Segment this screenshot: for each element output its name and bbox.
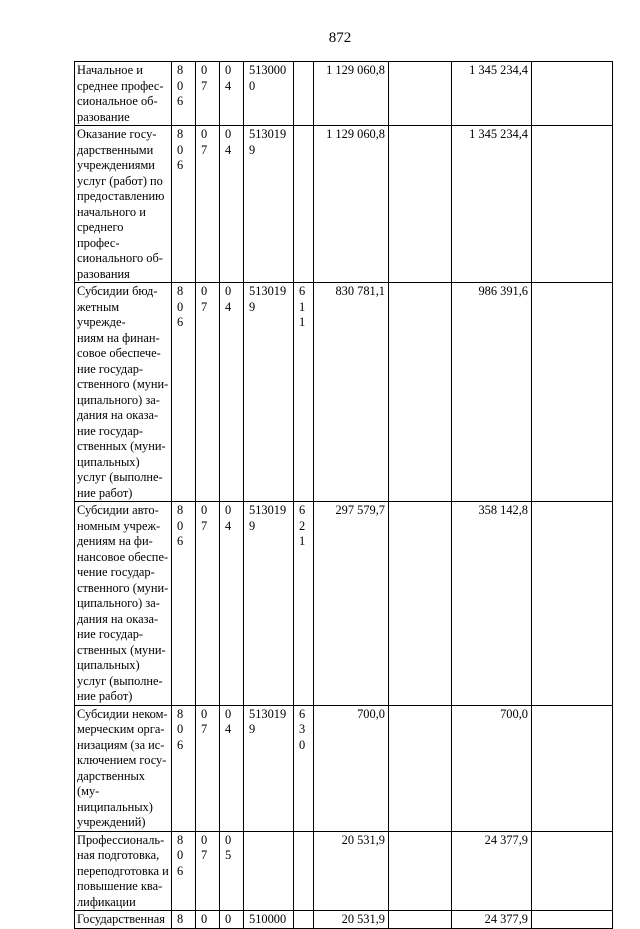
table-row (75, 283, 613, 502)
section-code: 0 (196, 911, 220, 929)
section-code: 0 7 (196, 126, 220, 283)
amount-col-2 (389, 62, 452, 126)
section-code: 0 7 (196, 62, 220, 126)
amount-col-2 (389, 126, 452, 283)
subsection-code: 0 (220, 911, 244, 929)
amount-year-2: 24 377,9 (452, 911, 532, 929)
amount-col-4 (532, 126, 613, 283)
amount-col-4 (532, 831, 613, 911)
expense-type-code: 6 2 1 (294, 502, 314, 706)
row-name: Субсидии авто- номным учреж- дениям на фи- нансовое обеспе- чение государ- ственного (муни- ципального) за- дания на оказа- ние государ- ственных (муни- ципальных) услуг (выполне- ние работ) (75, 502, 172, 706)
amount-col-4 (532, 705, 613, 831)
amount-col-2 (389, 705, 452, 831)
row-name: Государственная (75, 911, 172, 929)
amount-year-2: 986 391,6 (452, 283, 532, 502)
amount-year-2: 24 377,9 (452, 831, 532, 911)
ministry-code: 8 0 6 (172, 705, 196, 831)
ministry-code: 8 0 6 (172, 126, 196, 283)
subsection-code: 0 4 (220, 705, 244, 831)
page-number: 872 (328, 30, 352, 46)
expense-type-code (294, 831, 314, 911)
table-row (75, 705, 613, 831)
section-code: 0 7 (196, 283, 220, 502)
section-code: 0 7 (196, 705, 220, 831)
target-article-code: 513019 9 (244, 283, 294, 502)
ministry-code: 8 0 6 (172, 283, 196, 502)
amount-year-1: 297 579,7 (314, 502, 389, 706)
table-row (75, 126, 613, 283)
target-article-code (244, 831, 294, 911)
table-row (75, 831, 613, 911)
amount-year-2: 1 345 234,4 (452, 62, 532, 126)
target-article-code: 513000 0 (244, 62, 294, 126)
expense-type-code (294, 126, 314, 283)
amount-col-4 (532, 911, 613, 929)
amount-col-4 (532, 502, 613, 706)
subsection-code: 0 4 (220, 62, 244, 126)
expense-type-code: 6 1 1 (294, 283, 314, 502)
amount-col-4 (532, 62, 613, 126)
amount-year-2: 358 142,8 (452, 502, 532, 706)
amount-year-1: 700,0 (314, 705, 389, 831)
amount-year-1: 20 531,9 (314, 911, 389, 929)
ministry-code: 8 0 6 (172, 502, 196, 706)
expense-type-code (294, 62, 314, 126)
row-name: Профессиональ- ная подготовка, переподготовка и повышение ква- лификации (75, 831, 172, 911)
target-article-code: 513019 9 (244, 705, 294, 831)
subsection-code: 0 4 (220, 283, 244, 502)
target-article-code: 513019 9 (244, 502, 294, 706)
row-name: Оказание госу- дарственными учреждениями услуг (работ) по предоставлению начального и среднего профес- сионального об- разования (75, 126, 172, 283)
target-article-code: 513019 9 (244, 126, 294, 283)
amount-col-2 (389, 911, 452, 929)
table-row (75, 62, 613, 126)
target-article-code: 510000 (244, 911, 294, 929)
amount-year-1: 830 781,1 (314, 283, 389, 502)
subsection-code: 0 4 (220, 126, 244, 283)
subsection-code: 0 5 (220, 831, 244, 911)
amount-col-4 (532, 283, 613, 502)
row-name: Субсидии неком- мерческим орга- низациям (за ис- ключением госу- дарственных (му- ниципальных) учреждений) (75, 705, 172, 831)
table-row (75, 911, 613, 929)
amount-year-1: 20 531,9 (314, 831, 389, 911)
amount-year-1: 1 129 060,8 (314, 126, 389, 283)
expense-type-code (294, 911, 314, 929)
section-code: 0 7 (196, 831, 220, 911)
table-row (75, 502, 613, 706)
budget-table (74, 61, 613, 929)
row-name: Субсидии бюд- жетным учрежде- ниям на финан- совое обеспече- ние государ- ственного (муни- ципального) за- дания на оказа- ние государ- ственных (муни- ципальных) услуг (выполне- ние работ) (75, 283, 172, 502)
amount-col-2 (389, 283, 452, 502)
amount-col-2 (389, 502, 452, 706)
section-code: 0 7 (196, 502, 220, 706)
amount-year-2: 700,0 (452, 705, 532, 831)
amount-year-2: 1 345 234,4 (452, 126, 532, 283)
ministry-code: 8 0 6 (172, 62, 196, 126)
amount-col-2 (389, 831, 452, 911)
ministry-code: 8 0 6 (172, 831, 196, 911)
row-name: Начальное и среднее профес- сиональное об- разование (75, 62, 172, 126)
subsection-code: 0 4 (220, 502, 244, 706)
expense-type-code: 6 3 0 (294, 705, 314, 831)
amount-year-1: 1 129 060,8 (314, 62, 389, 126)
ministry-code: 8 (172, 911, 196, 929)
